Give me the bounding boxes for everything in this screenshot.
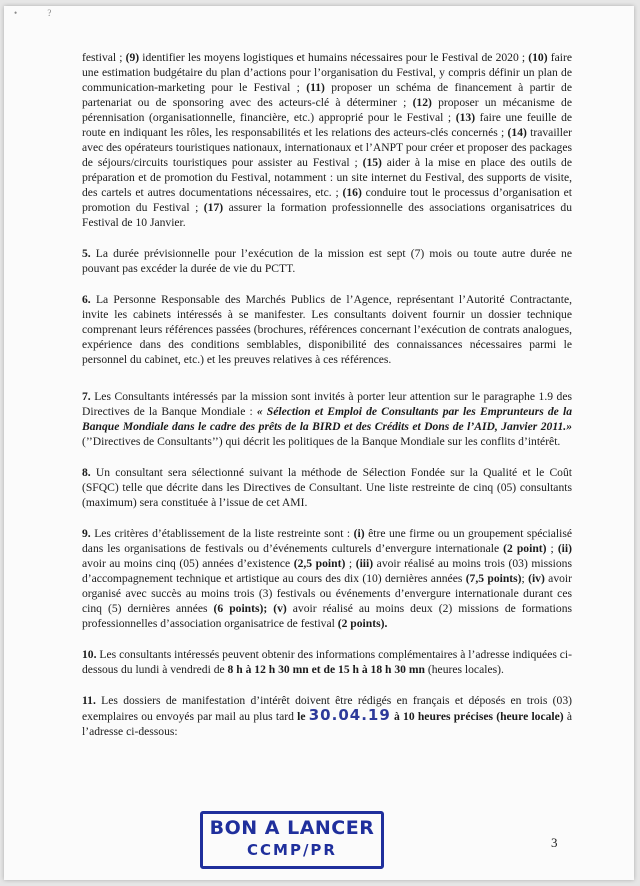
paragraph-number: 10.: [82, 648, 97, 661]
text: à l’adresse ci-dessous:: [82, 710, 573, 738]
text: faire une feuille de route en indiquant les rôles, les responsabilités et les relations des acteurs-clés concernés ;: [82, 111, 573, 139]
text: avoir réalisé au moins trois (03) missions d’accompagnement technique et artistique au cours des dix (10) dernières années: [82, 557, 572, 585]
text: Les critères d’établissement de la liste restreinte sont :: [90, 527, 354, 540]
text: avoir au moins cinq (05) années d’existence: [82, 557, 294, 570]
paragraph-11: [82, 693, 572, 739]
item-number: (13): [455, 111, 476, 124]
text: être une firme ou un groupement spécialisé dans les organisations de festivals ou d’événements culturels d’envergure internationale: [82, 527, 572, 555]
text: Les consultants intéressés peuvent obtenir des informations complémentaires à l’adresse indiquées ci-dessous du lundi à vendredi de: [82, 648, 572, 676]
paragraph-number: 9.: [82, 527, 91, 540]
scan-marks: • ?: [14, 8, 66, 18]
paragraph-9: [82, 526, 572, 631]
office-hours: 8 h à 12 h 30 mn et de 15 h à 18 h 30 mn: [227, 663, 425, 676]
text: ;: [546, 542, 558, 555]
directive-title: « Sélection et Emploi de Consultants par les Emprunteurs de la Banque Mondiale dans le cadre des prêts de la BIRD et des Crédits et Dons de l’AID, Janvier 2011.»: [82, 405, 572, 433]
page-number: 3: [551, 835, 558, 850]
text: (’’Directives de Consultants’’) qui décrit les politiques de la Banque Mondiale sur les conflits d’intérêt.: [82, 435, 561, 448]
points: (2,5 point): [293, 557, 346, 570]
criterion-number: (iv): [528, 572, 545, 585]
paragraph-continuation: [82, 50, 572, 230]
criterion-number: (v): [267, 602, 287, 615]
text: festival ;: [82, 51, 126, 64]
stamp-line-1: BON A LANCER: [209, 817, 375, 839]
text: conduire tout le processus d’organisation et promotion du Festival ;: [82, 186, 573, 214]
item-number: (15): [362, 156, 382, 169]
points: (6 points);: [213, 602, 268, 615]
text: travailler avec des opérateurs touristiques nationaux, internationaux et l’ANPT pour créer et proposer des packages de séjours/circuits touristiques pour assister au Festival ;: [82, 126, 572, 169]
text: ;: [521, 572, 529, 585]
criterion-number: (iii): [355, 557, 374, 570]
item-number: (17): [203, 201, 224, 214]
approval-stamp: [200, 811, 384, 869]
paragraph-10: [82, 647, 572, 677]
paragraph-number: 5.: [82, 247, 91, 260]
item-number: (14): [507, 126, 527, 139]
paragraph-number: 7.: [82, 390, 91, 403]
stamp-line-2: CCMP/PR: [247, 841, 337, 859]
text: faire une estimation budgétaire du plan d’actions pour l’organisation du Festival, y compris définir un plan de communication-marketing pour le Festival ;: [82, 51, 572, 94]
paragraph-6: [82, 292, 572, 367]
text: proposer un schéma de financement à partir de partenariat ou de sponsoring avec des acteurs-clé à déterminer ;: [82, 81, 572, 109]
item-number: (10): [528, 51, 548, 64]
text: La durée prévisionnelle pour l’exécution de la mission est sept (7) mois ou toute autre durée ne pouvant pas excéder la durée de vie du PCTT.: [82, 247, 572, 275]
text: La Personne Responsable des Marchés Publics de l’Agence, représentant l’Autorité Contractante, invite les cabinets intéressés à se manifester. Les consultants doivent fournir un dossier technique comprenant leurs références passées (brochures, références concernant l’exécution de contrats analogues, expérience dans des conditions semblables, disponibilité des connaissances nécessaires parmi le personnel du cabinet, etc.) et les preuves relatives à ces références.: [82, 293, 572, 366]
text: identifier les moyens logistiques et humains nécessaires pour le Festival de 2020 ;: [139, 51, 529, 64]
criterion-number: (ii): [557, 542, 572, 555]
text: (heures locales).: [425, 663, 504, 676]
paragraph-number: 6.: [82, 293, 91, 306]
item-number: (12): [412, 96, 432, 109]
item-number: (16): [342, 186, 362, 199]
text: Les dossiers de manifestation d’intérêt doivent être rédigés en français et déposés en trois (03) exemplaires ou envoyés par mail au plus tard: [82, 694, 572, 723]
text: Les Consultants intéressés par la mission sont invités à porter leur attention sur le paragraphe 1.9 des Directives de la Banque Mondiale :: [82, 390, 572, 418]
points: (2 points).: [337, 617, 388, 630]
points: (7,5 points): [465, 572, 522, 585]
text: le: [297, 710, 309, 723]
paragraph-number: 8.: [82, 466, 91, 479]
paragraph-number: 11.: [82, 694, 96, 707]
paragraph-8: [82, 465, 572, 510]
text: proposer un mécanisme de pérennisation (organisationnelle, financière, etc.) approprié pour le Festival ;: [82, 96, 572, 124]
paragraph-5: [82, 246, 572, 276]
document-body: [82, 50, 572, 755]
item-number: (9): [125, 51, 140, 64]
item-number: (11): [306, 81, 325, 94]
text: assurer la formation professionnelle des associations organisatrices du Festival de 10 Janvier.: [82, 201, 572, 229]
text: aider à la mise en place des outils de préparation et de promotion du Festival, notamment : un site internet du Festival, des supports de visite, des cartels et autres documentations nécessaires, etc. ;: [82, 156, 573, 199]
handwritten-date: 30.04.19: [308, 706, 391, 724]
document-page: [4, 6, 634, 880]
text: avoir organisé avec succès au moins trois (3) festivals ou événements d’envergure internationale durant ces cinq (5) dernières années: [82, 572, 572, 615]
criterion-number: (i): [353, 527, 365, 540]
deadline-time: à 10 heures précises (heure locale): [390, 710, 564, 723]
text: ;: [345, 557, 356, 570]
paragraph-7: [82, 389, 572, 449]
text: Un consultant sera sélectionné suivant la méthode de Sélection Fondée sur la Qualité et le Coût (SFQC) telle que décrite dans les Directives de Consultant. Une liste restreinte de cinq (05) consultants (maximum) sera constituée à l’issue de cet AMI.: [82, 466, 572, 509]
text: avoir réalisé au moins deux (2) missions de formations professionnelles d’association organisatrice de festival: [82, 602, 573, 630]
points: (2 point): [503, 542, 547, 555]
